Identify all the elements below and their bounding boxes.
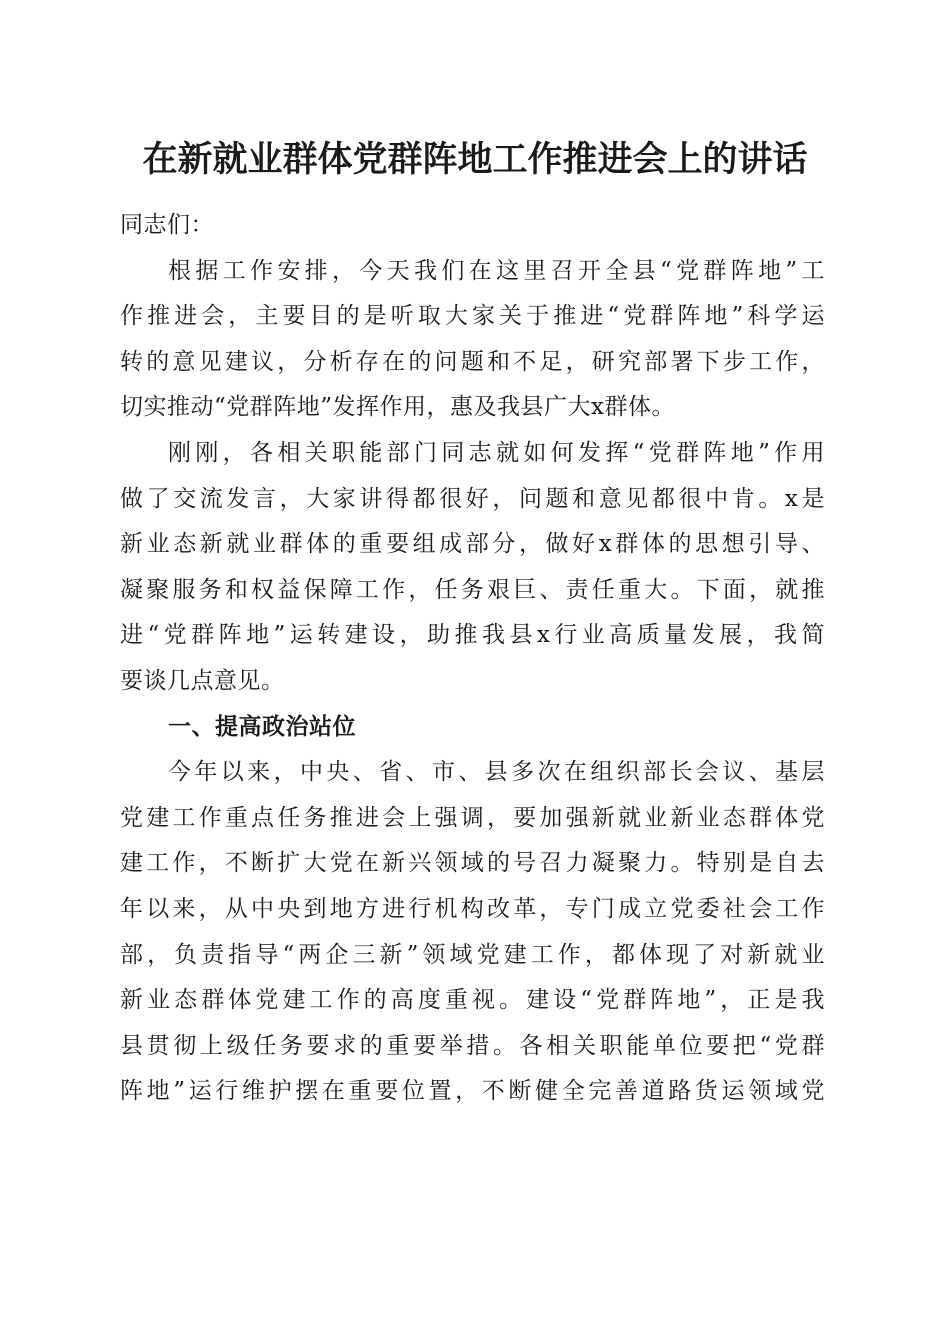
document-body (120, 203, 825, 1115)
text-line: 作推进会，主要目的是听取大家关于推进“党群阵地”科学运 (120, 303, 825, 330)
text-line: 年以来，从中央到地方进行机构改革，专门成立党委社会工作 (120, 895, 825, 922)
text-line: 做了交流发言，大家讲得都很好，问题和意见都很中肯。x是 (120, 485, 825, 512)
text-line: 刚刚，各相关职能部门同志就如何发挥“党群阵地”作用 (168, 439, 825, 466)
text-line: 今年以来，中央、省、市、县多次在组织部长会议、基层 (168, 759, 825, 786)
text-line: 同志们： (120, 212, 214, 238)
text-line: 根据工作安排，今天我们在这里召开全县“党群阵地”工 (168, 257, 825, 284)
text-line: 凝聚服务和权益保障工作，任务艰巨、责任重大。下面，就推 (120, 576, 825, 603)
text-line: 县贯彻上级任务要求的重要举措。各相关职能单位要把“党群 (120, 1032, 825, 1059)
text-line: 建工作，不断扩大党在新兴领域的号召力凝聚力。特别是自去 (120, 850, 825, 877)
text-line: 阵地”运行维护摆在重要位置，不断健全完善道路货运领域党 (120, 1078, 825, 1105)
document-title: 在新就业群体党群阵地工作推进会上的讲话 (142, 140, 808, 180)
text-line: 部，负责指导“两企三新”领域党建工作，都体现了对新就业 (120, 941, 825, 968)
text-line: 新业态群体党建工作的高度重视。建设“党群阵地”，正是我 (120, 987, 825, 1014)
text-line: 进“党群阵地”运转建设，助推我县x行业高质量发展，我简 (120, 622, 825, 649)
section-heading: 一、提高政治站位 (168, 713, 356, 740)
text-line: 切实推动“党群阵地”发挥作用，惠及我县广大x群体。 (120, 394, 675, 421)
text-line: 新业态新就业群体的重要组成部分，做好x群体的思想引导、 (120, 531, 825, 558)
text-line: 要谈几点意见。 (120, 667, 285, 694)
text-line: 转的意见建议，分析存在的问题和不足，研究部署下步工作， (120, 348, 825, 375)
text-line: 党建工作重点任务推进会上强调，要加强新就业新业态群体党 (120, 804, 825, 831)
